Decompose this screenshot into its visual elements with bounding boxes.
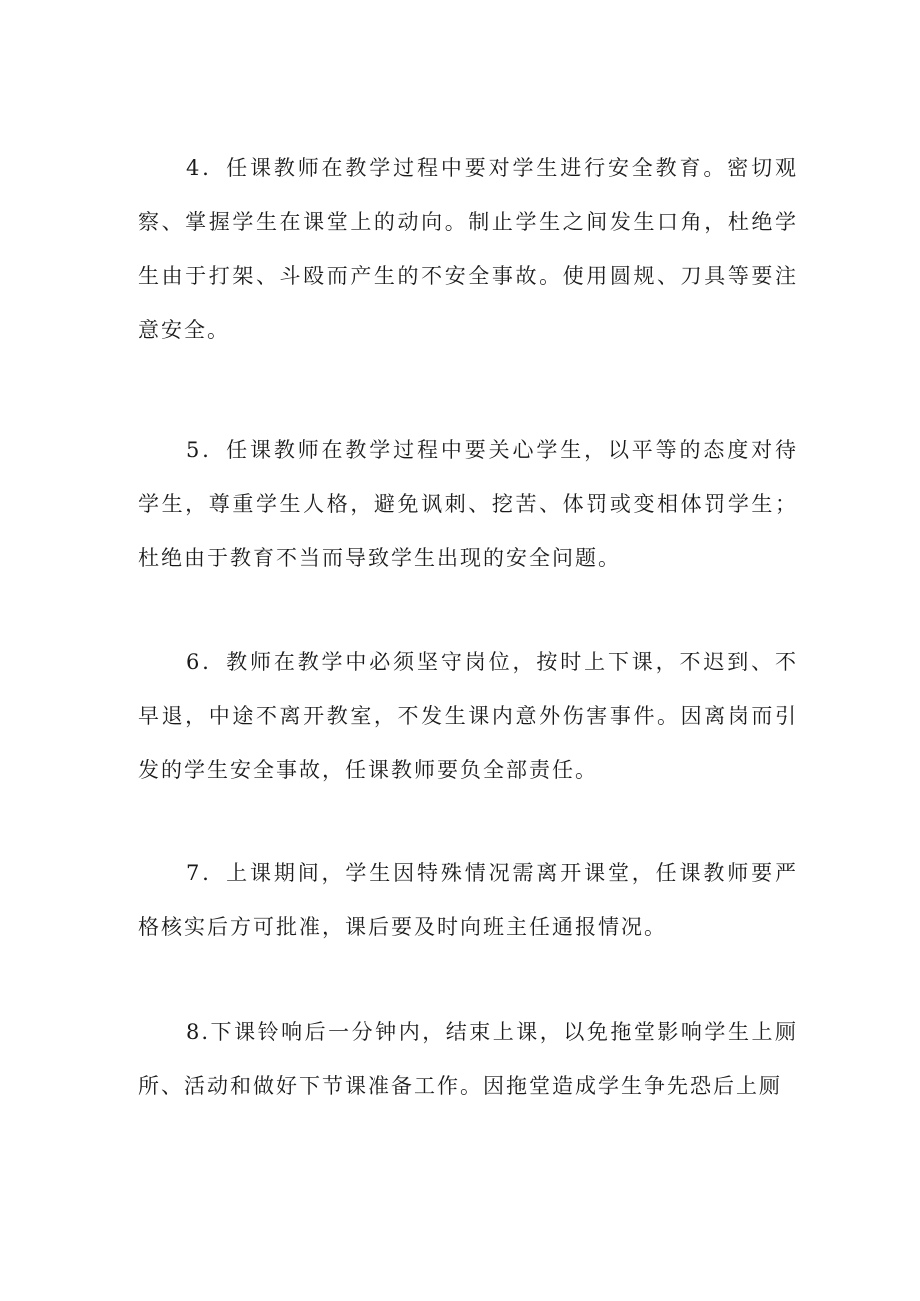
paragraph-item-6: 6．教师在教学中必须坚守岗位，按时上下课，不迟到、不早退，中途不离开教室，不发生课内意外伤害事件。因离岗而引发的学生安全事故，任课教师要负全部责任。 <box>138 650 798 782</box>
paragraph-item-7: 7．上课期间，学生因特殊情况需离开课堂，任课教师要严格核实后方可批准，课后要及时向班主任通报情况。 <box>138 861 798 939</box>
paragraph-item-8: 8.下课铃响后一分钟内，结束上课，以免拖堂影响学生上厕所、活动和做好下节课准备工作。因拖堂造成学生争先恐后上厕 <box>138 1020 798 1098</box>
paragraph-item-5: 5．任课教师在教学过程中要关心学生，以平等的态度对待学生，尊重学生人格，避免讽刺、挖苦、体罚或变相体罚学生；杜绝由于教育不当而导致学生出现的安全问题。 <box>138 438 798 570</box>
paragraph-item-4: 4．任课教师在教学过程中要对学生进行安全教育。密切观察、掌握学生在课堂上的动向。制止学生之间发生口角，杜绝学生由于打架、斗殴而产生的不安全事故。使用圆规、刀具等要注意安全。 <box>138 156 798 342</box>
